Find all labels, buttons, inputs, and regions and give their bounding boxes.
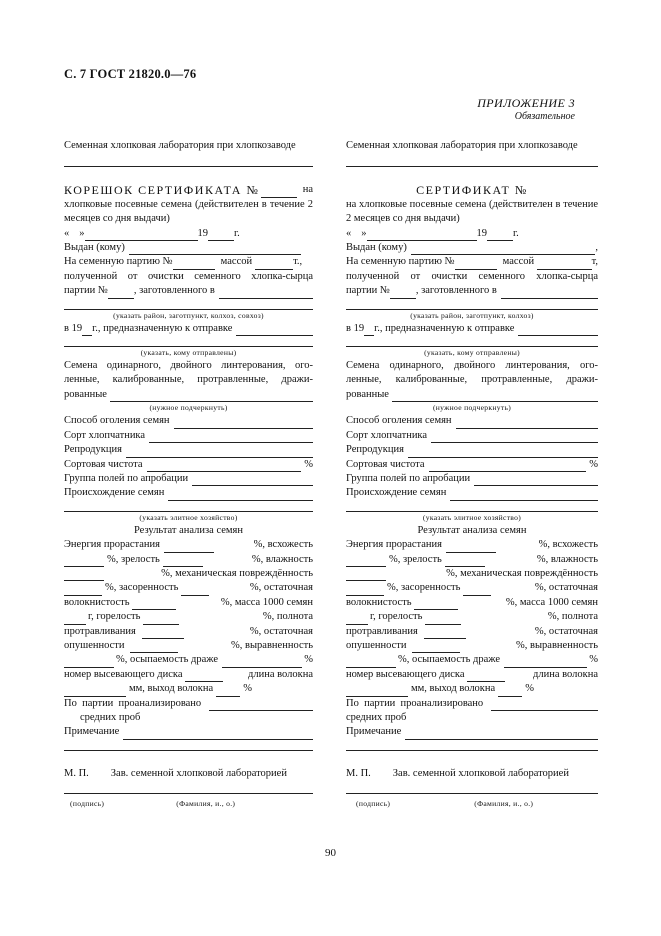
mech-field[interactable] [64, 585, 102, 596]
batch-number-field[interactable] [173, 259, 215, 270]
mass-field[interactable] [255, 259, 293, 270]
region-line [64, 299, 313, 310]
date-line: « » 19 г. [64, 227, 313, 241]
origin-field[interactable] [168, 490, 313, 501]
fields-field[interactable] [474, 475, 598, 486]
opush-field[interactable] [412, 642, 460, 653]
sent-year-field[interactable] [364, 325, 374, 336]
fiber-len-field[interactable] [346, 686, 408, 697]
page-number: 90 [325, 847, 336, 859]
energy-field[interactable] [164, 542, 214, 553]
burn-field[interactable] [425, 614, 461, 625]
issued-field[interactable] [129, 244, 301, 255]
method-field[interactable] [174, 418, 313, 429]
issued-line: Выдан (кому) [64, 241, 313, 255]
stamp-place: М. П. [346, 767, 371, 779]
note-field[interactable] [405, 729, 598, 740]
stamp-place: М. П. [64, 767, 89, 779]
crumb-field[interactable] [222, 657, 302, 668]
result-heading: Результат анализа семян [417, 524, 527, 536]
stub-validity: хлопковые посевные семена (действителен в течение 2 месяцев со дня выдачи) [64, 198, 313, 225]
fields-field[interactable] [192, 475, 313, 486]
ripe-field[interactable] [445, 556, 485, 567]
note-field[interactable] [123, 729, 313, 740]
mass-field[interactable] [537, 259, 591, 270]
batch2-field[interactable] [390, 288, 416, 299]
moist-field[interactable] [346, 570, 386, 581]
contam-field[interactable] [463, 585, 491, 596]
purity-field[interactable] [147, 461, 302, 472]
energy-field[interactable] [446, 542, 496, 553]
stub-title-line: КОРЕШОК СЕРТИФИКАТА № на [64, 183, 313, 198]
lab-line [346, 156, 598, 167]
mass1000-field[interactable] [64, 614, 86, 625]
contam-field[interactable] [181, 585, 209, 596]
date-line: « » 19 г. [346, 227, 598, 241]
disk-field[interactable] [185, 671, 223, 682]
document-header: С. 7 ГОСТ 21820.0—76 [64, 67, 197, 81]
mass1000-field[interactable] [346, 614, 368, 625]
burn-field[interactable] [143, 614, 179, 625]
mech-field[interactable] [346, 585, 384, 596]
disk-field[interactable] [467, 671, 505, 682]
certificate: Семенная хлопковая лаборатория при хлопкозаводе СЕРТИФИКАТ № на хлопковые посевные семена (действителен в течение 2 месяцев со дня выдачи) « » 19 г. Выдан (кому) , На семенную партию № массой т, полученной от очистки семенного хлопка-сырца партии № , заготовленного в (указать район, заготпункт, колхоз) в 19 г., предназначенную к отправке (указать, кому отправлены) Семена одинарного, двойного линтерования, ого- ленные, калиброванные, протравленные, дражи- рованные (нужное подчеркнуть) Способ оголения семян Сорт хлопчатника Репродукция Сортовая чистота % Группа полей по апробации Происхождение семян (указать элитное хозяйство) Результат анализа семян Энергия прорастания %, всхожесть %, зрелость %, влажность %, механическая повреждённость %, засоренность %, остаточная волокнистость %, масса 1000 семян г, горелость %, полнота протравливания %, остаточная опушенности %, выравненность %, осыпаемость драже % номер высевающего диска длина волокна мм, выход волокна % По партии проанализировано средних проб Примечание М. П. Зав. семенной хлопковой лабораторией (подпись) (Фамилия, и., о.) [346, 140, 598, 809]
issued-line: Выдан (кому) , [346, 241, 598, 255]
yield-field[interactable] [498, 686, 522, 697]
sent-field[interactable] [236, 325, 313, 336]
method-field[interactable] [456, 418, 598, 429]
samples-field[interactable] [209, 700, 313, 711]
germ-field[interactable] [346, 556, 386, 567]
lab-line [64, 156, 313, 167]
signature-field[interactable] [64, 783, 313, 794]
origin-field[interactable] [450, 490, 598, 501]
purity-field[interactable] [429, 461, 587, 472]
stub-title: КОРЕШОК СЕРТИФИКАТА № [64, 183, 260, 198]
variety-field[interactable] [149, 432, 313, 443]
batch-line: На семенную партию № массой т, [346, 255, 598, 269]
even-field[interactable] [346, 657, 396, 668]
signature-field[interactable] [346, 783, 598, 794]
batch2-line: партии № , заготовленного в [64, 284, 313, 298]
lab-name: Семенная хлопковая лаборатория при хлопкозаводе [64, 140, 296, 151]
ripe-field[interactable] [163, 556, 203, 567]
year-field[interactable] [487, 230, 513, 241]
seeds-type-field[interactable] [110, 391, 313, 402]
even-field[interactable] [64, 657, 114, 668]
opush-field[interactable] [130, 642, 178, 653]
date-field[interactable] [85, 230, 198, 241]
appendix-block [477, 96, 575, 124]
appendix-status: Обязательное [514, 111, 575, 122]
protr-field[interactable] [424, 628, 466, 639]
samples-field[interactable] [491, 700, 598, 711]
crumb-field[interactable] [504, 657, 587, 668]
prepared-field[interactable] [501, 288, 598, 299]
year-field[interactable] [208, 230, 234, 241]
stub-number-field[interactable] [261, 187, 296, 198]
sent-year-field[interactable] [82, 325, 92, 336]
certificate-stub: Семенная хлопковая лаборатория при хлопкозаводе КОРЕШОК СЕРТИФИКАТА № на хлопковые посевные семена (действителен в течение 2 месяцев со дня выдачи) « » 19 г. Выдан (кому) На семенную партию № массой т., полученной от очистки семенного хлопка-сырца партии № , заготовленного в (указать район, заготпункт, колхоз, совхоз) в 19 г., предназначенную к отправке (указать, кому отправлены) Семена одинарного, двойного линтерования, ого- ленные, калиброванные, протравленные, дражи- рованные (нужное подчеркнуть) Способ оголения семян Сорт хлопчатника Репродукция Сортовая чистота % Группа полей по апробации Происхождение семян (указать элитное хозяйство) Результат анализа семян Энергия прорастания %, всхожесть %, зрелость %, влажность %, механическая повреждённость %, засоренность %, остаточная волокнистость %, масса 1000 семян г, горелость %, полнота протравливания %, остаточная опушенности %, выравненность %, осыпаемость драже % номер высевающего диска длина волокна мм, выход волокна % По партии проанализировано средних проб Примечание М. П. Зав. семенной хлопковой лабораторией (подпись) (Фамилия, и., о.) [64, 140, 313, 809]
appendix-title: ПРИЛОЖЕНИЕ 3 [477, 96, 575, 110]
signature-line: М. П. Зав. семенной хлопковой лабораторией [346, 767, 598, 781]
repro-field[interactable] [408, 447, 598, 458]
fibre-field[interactable] [132, 599, 176, 610]
germ-field[interactable] [64, 556, 104, 567]
variety-field[interactable] [431, 432, 598, 443]
certificate-validity: на хлопковые посевные семена (действителен в течение 2 месяцев со дня выдачи) [346, 198, 598, 225]
lab-name: Семенная хлопковая лаборатория при хлопкозаводе [346, 140, 578, 151]
batch-number-field[interactable] [455, 259, 497, 270]
batch-line: На семенную партию № массой т., [64, 255, 313, 269]
fiber-len-field[interactable] [64, 686, 126, 697]
fibre-field[interactable] [414, 599, 458, 610]
batch2-field[interactable] [108, 288, 134, 299]
certificate-title: СЕРТИФИКАТ № [416, 183, 528, 198]
signature-line: М. П. Зав. семенной хлопковой лабораторией [64, 767, 313, 781]
result-heading: Результат анализа семян [133, 524, 244, 536]
moist-field[interactable] [64, 570, 104, 581]
repro-field[interactable] [126, 447, 313, 458]
seeds-type-field[interactable] [392, 391, 598, 402]
sent-line: в 19 г., предназначенную к отправке [64, 322, 313, 336]
sent-field[interactable] [518, 325, 598, 336]
issued-field[interactable] [411, 244, 596, 255]
prepared-field[interactable] [219, 288, 313, 299]
protr-field[interactable] [142, 628, 184, 639]
date-field[interactable] [367, 230, 477, 241]
yield-field[interactable] [216, 686, 240, 697]
